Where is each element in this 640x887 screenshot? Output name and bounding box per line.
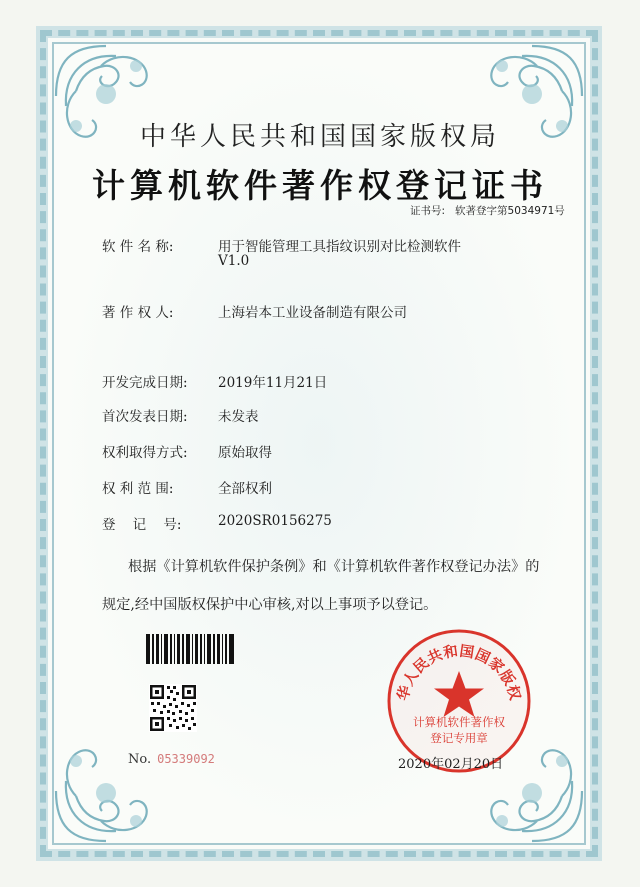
field-value: 未发表	[218, 409, 259, 425]
field-value: 全部权利	[218, 481, 272, 497]
serial-number-value: 05339092	[157, 752, 215, 766]
field-value: 上海岩本工业设备制造有限公司	[218, 305, 407, 321]
seal-center-line-2: 登记专用章	[430, 731, 488, 745]
statement-line-2: 规定,经中国版权保护中心审核,对以上事项予以登记。	[102, 597, 438, 613]
corner-ornament-icon	[46, 731, 166, 851]
serial-number-label: No.	[128, 752, 152, 767]
field-label: 权利取得方式:	[102, 445, 188, 461]
field-label: 登 记 号:	[102, 517, 182, 533]
certificate-number	[410, 203, 565, 218]
field-label: 权 利 范 围:	[102, 481, 174, 497]
issuing-agency: 中华人民共和国国家版权局	[139, 122, 500, 152]
field-label: 软 件 名 称:	[102, 239, 174, 255]
seal-center-line-1: 计算机软件著作权	[413, 715, 505, 729]
certificate-number-label: 证书号:	[410, 205, 446, 217]
barcode-icon	[146, 634, 234, 664]
field-label: 开发完成日期:	[102, 375, 188, 391]
field-value-version: V1.0	[218, 253, 250, 269]
field-value: 2019年11月21日	[218, 375, 328, 391]
field-value: 2020SR0156275	[218, 513, 332, 529]
serial-number	[128, 752, 215, 767]
field-label: 首次发表日期:	[102, 409, 188, 425]
statement-line-1: 根据《计算机软件保护条例》和《计算机软件著作权登记办法》的	[128, 559, 540, 575]
certificate-number-value: 软著登字第5034971号	[455, 205, 565, 217]
field-label: 著 作 权 人:	[102, 305, 174, 321]
qr-code-icon	[149, 684, 197, 732]
field-value: 用于智能管理工具指纹识别对比检测软件	[218, 239, 461, 255]
field-value: 原始取得	[218, 445, 272, 461]
certificate-title: 计算机软件著作权登记证书	[92, 166, 548, 205]
issue-date: 2020年02月20日	[398, 757, 504, 772]
seal-ring-text: 华人民共和国国家版权	[395, 643, 523, 703]
